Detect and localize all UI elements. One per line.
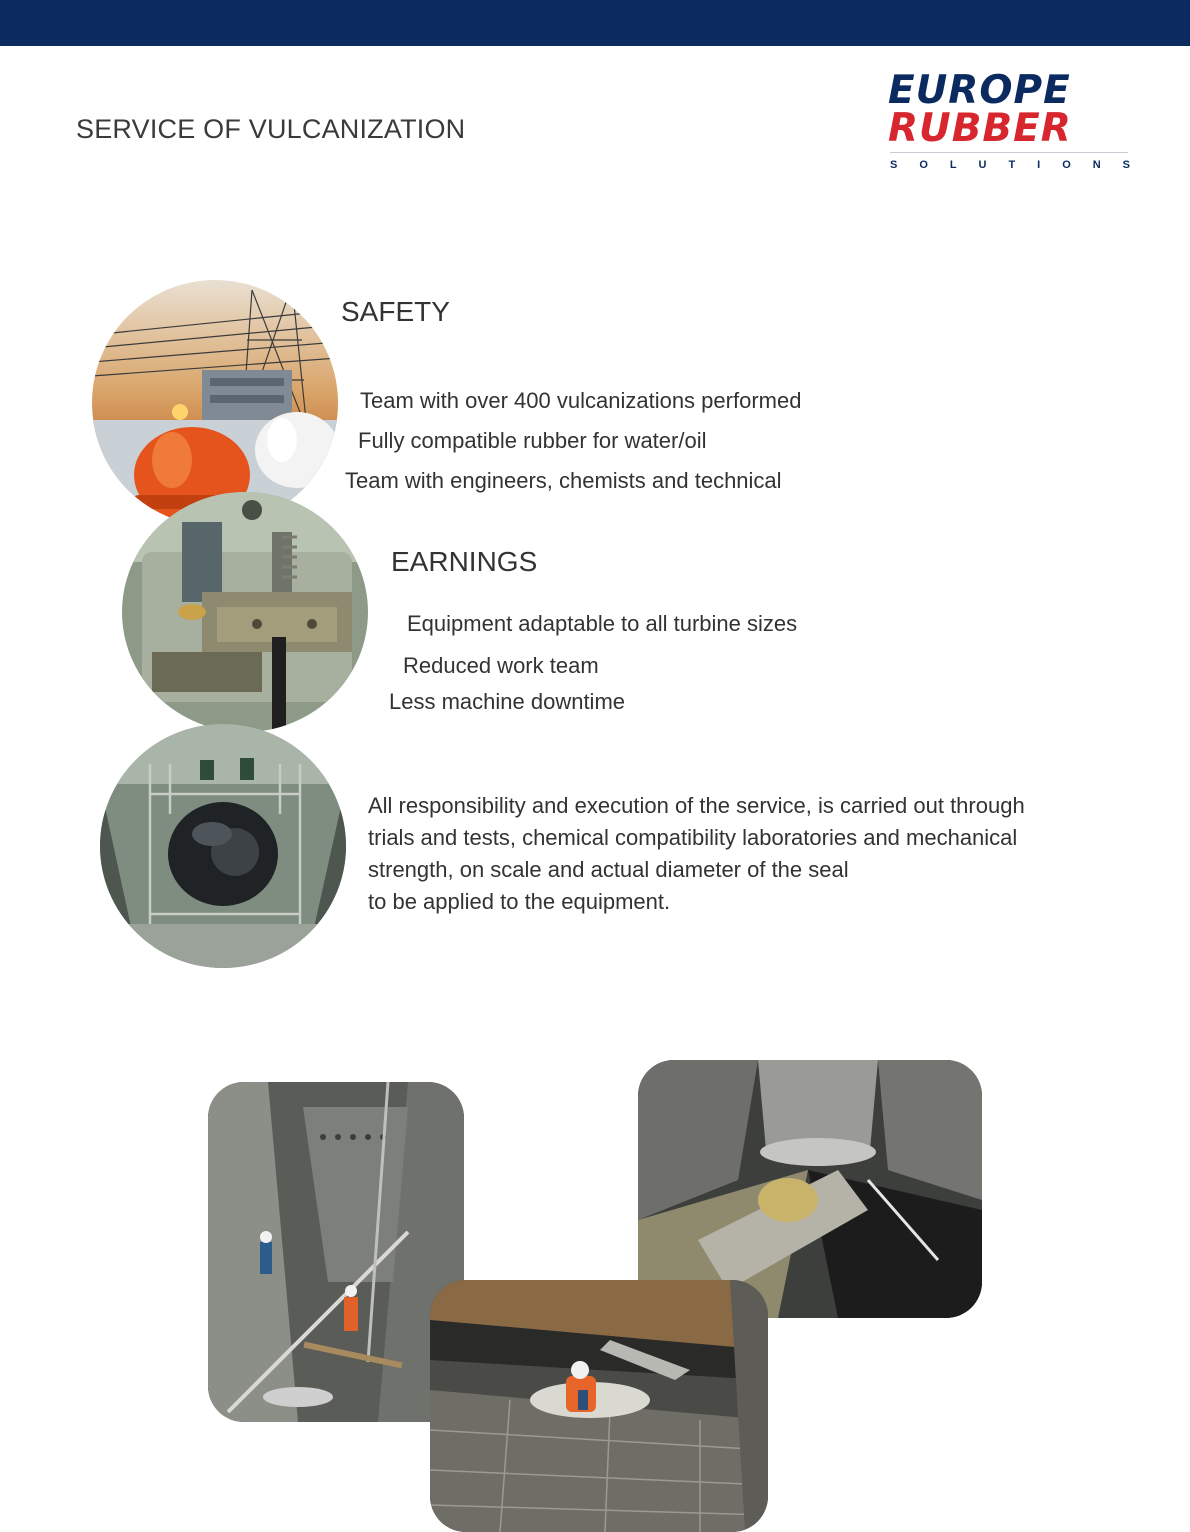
turbine-interior-workers-photo	[208, 1082, 464, 1422]
description-line: trials and tests, chemical compatibility laboratories and mechanical	[368, 825, 1018, 850]
header-bar	[0, 0, 1190, 46]
earnings-item: Less machine downtime	[389, 689, 626, 714]
safety-item: Fully compatible rubber for water/oil	[358, 428, 707, 453]
vulcanization-press-photo	[122, 492, 368, 732]
earnings-item: Reduced work team	[403, 653, 599, 678]
description-line: All responsibility and execution of the service, is carried out through	[368, 793, 1025, 818]
earnings-heading: EARNINGS	[391, 546, 538, 577]
safety-item: Team with engineers, chemists and technical	[345, 468, 782, 493]
substation-hardhat-photo	[92, 280, 338, 526]
page-title: SERVICE OF VULCANIZATION	[76, 114, 466, 144]
logo-tagline: S O L U T I O N S	[890, 159, 1130, 171]
logo-line-europe: EUROPE	[888, 68, 1071, 113]
logo-divider	[890, 152, 1128, 153]
turbine-scaffolding-photo	[100, 724, 346, 968]
safety-heading: SAFETY	[341, 296, 450, 327]
earnings-item: Equipment adaptable to all turbine sizes	[407, 611, 798, 636]
logo-line-rubber: RUBBER	[888, 106, 1072, 151]
description-line: strength, on scale and actual diameter of the seal	[368, 857, 849, 882]
worker-inside-turbine-photo	[430, 1280, 768, 1532]
description-line: to be applied to the equipment.	[368, 889, 671, 914]
safety-item: Team with over 400 vulcanizations performed	[360, 388, 802, 413]
service-description	[368, 790, 1088, 918]
company-logo	[888, 68, 1130, 172]
